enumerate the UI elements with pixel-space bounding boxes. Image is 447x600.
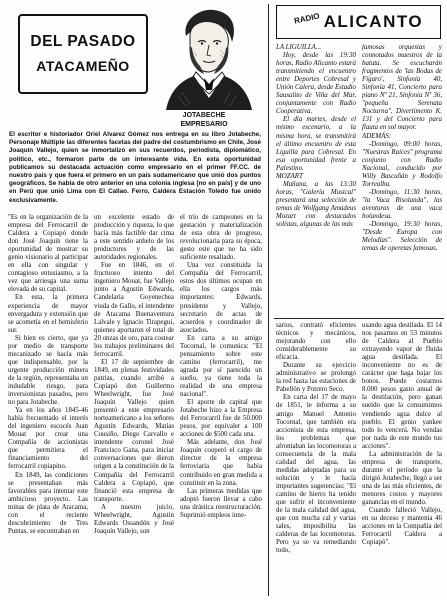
paragraph: El 17 de septiembre de 1849, en plenas festividades patrias, cuando arribó a Copiapó don Guillermo Wheelwright, fue José Joaquín Vallejo quien presentó a este empresario norteamericano a los señores Agustín Edwards, Matías Cousiño, Diego Carvallo e intendente coronel José Francisco Gana, para iniciar conversaciones que dieron origen a la constitución de la Compañía del Ferrocarril Caldera a Copiapó, que financió esta empresa de transporte. — [94, 358, 174, 503]
paragraph: Una vez constituida la Compañía del Ferrocarril, estos dos últimos ocupan en ella los cargos más importantes: Edwards, presidente y Vallejo, secretario de actas de acuerdos y coordinador de asociados. — [180, 262, 262, 334]
paragraph: Durante su ejercicio administrativo se prolongó la red hasta las estaciones de Pabellón y Potrero Seco. — [276, 362, 356, 394]
paragraph: un excelente estado de producción y riqueza, lo que hacía más factible dar cima a este sentido anhelo de los productores y de las autoridades regionales. — [94, 214, 174, 262]
article-column-3 — [180, 214, 262, 598]
radio-heading-liguilla: LA LIGUILLA... — [276, 44, 322, 51]
paragraph: En carta a su amigo Tocornal, le comunica: "El pensamiento sobre este camino (ferrocarril), me agrada por sí parecido un sueño, ya tiene toda la realidad de una empresa nacional". — [180, 334, 262, 399]
article-intro: El escritor e historiador Oriel Alvarez Gómez nos entrega en su libro Jotabeche, Personaje Múltiple las diferentes facetas del padre del costumbrismo en Chile, José Joaquín Vallejo, quien se inmortalizó en sus recuerdos, periodista, diplomático, político, etc., formaron parte de un interesante vida. En esta oportunidad publicamos su destacada actuación como empresario en el primer FF.CC. de nuestro país y que fuera el primero en un país sudamericano que unió dos puntos geográficos. Se habla de otro anterior en una colonia inglesa [no en país] y de uno en Perú que unió Lima con El Callao. Ferro, Caldera Estación Toledo fue unido exclusivamente. — [9, 131, 261, 204]
caption-role: EMPRESARIO — [180, 120, 228, 128]
caption-name: JOTABECHE — [182, 112, 226, 119]
portrait-caption — [150, 112, 258, 129]
paragraph: La administración de la empresa de transporte, durante el período que la dirigió Jotabeche, llegó a ser una de las más eficientes, de menores costos y mayores ganancias en el mundo. — [362, 450, 442, 507]
paragraph: sarios, contrató eficientes técnicos y mecánicos, mejorando con ello considerablemente su eficacia. — [276, 322, 356, 362]
paragraph: famosas orquestas y connotados maestros de la batuta. Se escucharán fragmentos de 'las Bodas de Fígaro', Sinfonía 40, Sinfonía 41, Concierto para piano Nº 21, Sinfonía Nº 36, "pequeña Serenata Nocturna", Divertimento K. 131 y del Concierto para flauta en sol mayor. — [362, 44, 442, 132]
paragraph: Más adelante, don José Joaquín cooperó el cargo de director de la empresa ferroviaria que había contribuido en gran medida a constituir en la zona. — [180, 439, 262, 487]
paragraph: El día martes, desde el mismo escenario, a la misma hora, se transmitirá el último encuentro de esta Liguilla para Cobresal. En esa oportunidad frente a Palestino. — [276, 116, 356, 172]
section-title-line1: DEL PASADO — [30, 33, 136, 50]
article-column-2 — [94, 214, 174, 598]
radio-name: ALICANTO — [323, 12, 424, 31]
paragraph: "Es en la organización de la empresa del Ferrocarril de Caldera a Copiapó donde don José Joaquín tiene la oportunidad de mostrar su genio visionario al participar en ella con singular y contagioso entusiasmo, a la vez que arriesga una suma elevada de su capital. — [8, 214, 88, 294]
article-column-5 — [362, 322, 442, 598]
paragraph: el trío de campeones en la gestación y materialización de esta obra de progreso, revolucionaria para su época, gesto este que no ha sido suficiente resaltado. — [180, 214, 262, 262]
radio-heading-mozart: MOZART — [276, 172, 303, 180]
paragraph: En 1849, las condiciones se presentaban más favorables para intentar este ambicioso proyecto. Las minas de plata de Atacama, con el reciente descubrimiento de Tres Puntas, se encontraban en — [8, 471, 88, 535]
paragraph: Cuando falleció Vallejo, en su deceso y mantenía 46 acciones en la Compañía del Ferrocarril Caldera a Copiapó". — [362, 507, 442, 547]
paragraph: A nuestro juicio, Wheelwright, Agustín Edwards Ossandón y José Joaquín Vallejo, son — [94, 503, 174, 535]
radio-column-1 — [276, 44, 356, 316]
radio-label: RADIO — [293, 10, 321, 26]
paragraph: -Domingo, 11:30 horas, "la Vaca Risolanda", las aventuras de una vaca bolandesa. — [362, 188, 442, 220]
section-title-line2: ATACAMEÑO — [36, 58, 130, 74]
paragraph: En esta, la primera experiencia de mayor envergadura y extensión que se acometía en el hemisferio sur. — [8, 294, 88, 334]
section-banner — [18, 14, 148, 94]
paragraph: -Domingo, 09:00 horas, "Nuestras Raíces" programa conjunto con Radio Nacional, conducido por Willy Bascuñán y Rodolfo Torrealba. — [362, 140, 442, 188]
paragraph: Ya en los años 1845-46 había frecuentado el interés del ingeniero escocés Juan Mouat por crear una Compañía de accionistas que permitiera el financiamiento del ferrocarril copiapino. — [8, 407, 88, 471]
jotabeche-portrait — [158, 6, 258, 110]
column-divider — [268, 4, 269, 596]
paragraph: Fue en 1846, en el fructuoso intento del ingeniero Mouat, fue Vallejo junto a Agustín Edwards, Candelaria Goyenechea viuda de Gallo, el intendente de Atacama Buenaventura Lalvale y Ignacio Tirapegui, quienes aportaron el total de 20 onzas de oro, para costear los trabajos preliminares del ferrocarril. — [94, 262, 174, 358]
radio-heading-ademas: ADEMÁS: — [362, 132, 392, 140]
paragraph: Mañana, a las 13:30 horas, "Galería Musical" presentará una selección de temas de Wolfgang Amadeus Mozart con destacados solistas, algunas de las más — [276, 180, 356, 229]
paragraph: El aporte de capital que Jotabeche hizo a la Empresa del Ferrocarril fue de 50.000 pesos, por equivaler a 100 acciones de $500 cada una. — [180, 399, 262, 439]
paragraph: Si bien es cierto, que ya por medio de transporte mecanizado se hacía más que indispensable, por la urgente producción minera de la región, representaba un indudable riesgo, para inversionistas pasados, pero no para Jotabeche. — [8, 334, 88, 407]
paragraph: Hoy, desde las 19:30 horas, Radio Alicanto estará transmitiendo el encuentro entre Deportes Cobresal y Unión Calera, desde Estadio Sausalito de Viña del Mar, conjuntamente con Radio Cooperativa. — [276, 52, 356, 116]
paragraph: En carta del 17 de mayo de 1851, le informa a su amigo Manuel Antonio Tocornal, que también era accionista de esta empresa, los problemas que afrontaban las locomotoras a consecuencia de la mala calidad del agua, las medidas adoptadas para su solución y le hacía importantes sugerencias: "El camino de hierro ha tenido que sufrir el inconveniente de la mala calidad del agua, que con mucha cal y varias sales, imposibilita las calderas de las locomotoras. Pero ya se va remediando todo, — [276, 394, 356, 555]
paragraph: Las primeras medidas que adoptó fueron llevar a cabo una drástica reestructuración. Suprimió empleos inne- — [180, 487, 262, 519]
paragraph: usando agua destilada. El 14 nos pasamos en 53 minutos de Caldera al Pueblo extrayendo vapor de fluida agua destilada. El inconveniente no es de carácter que haga bajar los bonos. Puede costarnos 8.000 pesos gasto anual de la destilación, pero ganan sueldo que la consumimos vendiendo agua dulce al pueblo. El genio yankee todo lo vencerá. No vendas por nada de este mundo tus acciones". — [362, 322, 442, 450]
paragraph: -Domingo, 19:30 horas, "Desde Europa con Melodías". Selección de temas de operetas famosas. — [362, 221, 442, 253]
article-column-1 — [8, 214, 88, 598]
radio-alicanto-header — [276, 5, 441, 39]
radio-box-bottom-rule — [274, 318, 444, 319]
article-column-4 — [276, 322, 356, 598]
radio-column-2 — [362, 44, 442, 316]
